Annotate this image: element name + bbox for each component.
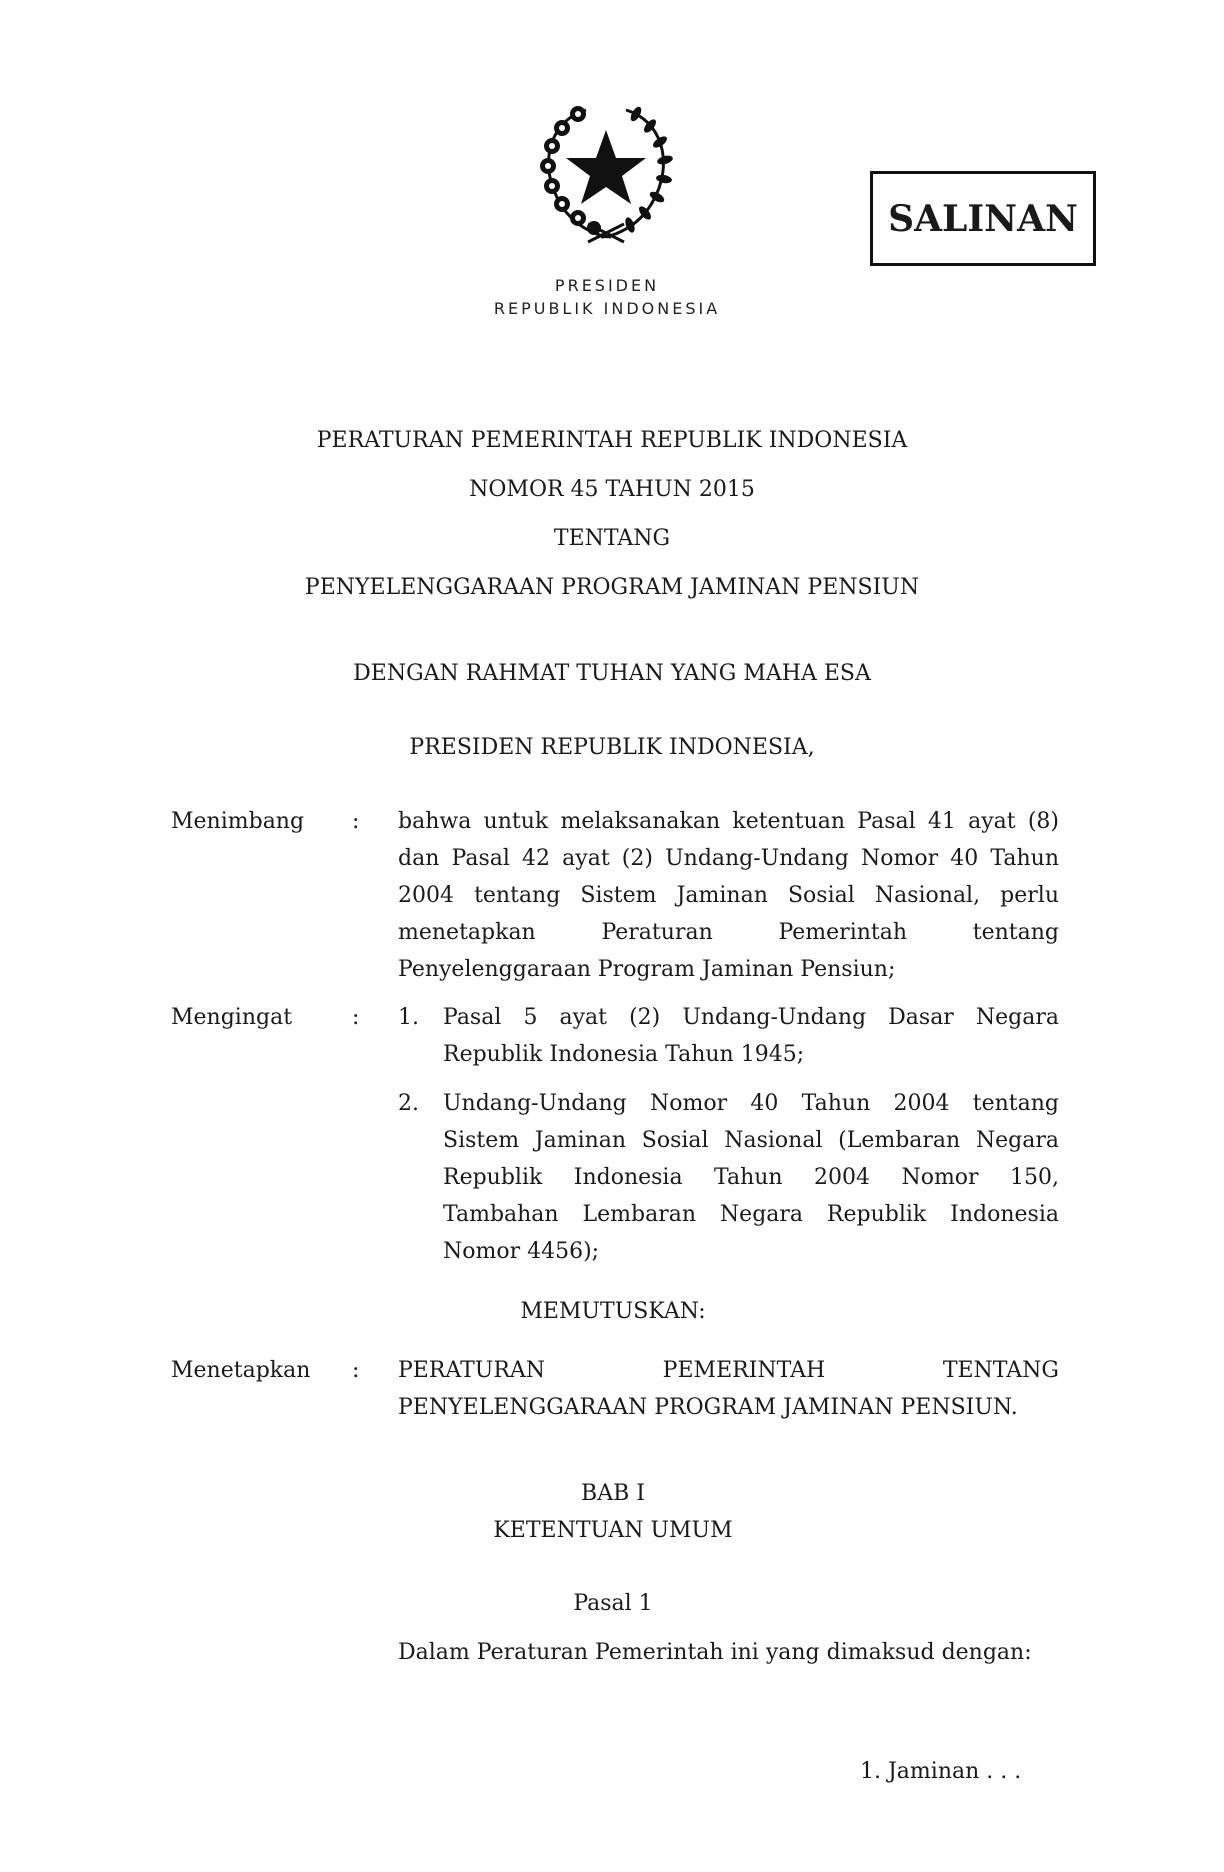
menetapkan-line-1: PERATURAN PEMERINTAH TENTANG [398,1358,1059,1383]
menimbang-text: bahwa untuk melaksanakan ketentuan Pasal 41 ayat (8) dan Pasal 42 ayat (2) Undang-Undang Nomor 40 Tahun 2004 tentang Sistem Jaminan Sosial Nasional, perlu menetapkan Peraturan Pemerintah tentang Penyelenggaraan Program Jaminan Pensiun; [398,809,1059,982]
menetapkan-line-2: PENYELENGGARAAN PROGRAM JAMINAN PENSIUN. [398,1395,1018,1420]
menimbang-label: Menimbang [171,809,305,834]
presiden-emblem-icon [526,92,686,252]
bab-number: BAB I [581,1481,645,1506]
memutuskan-heading: MEMUTUSKAN: [520,1299,706,1324]
pasal-intro: Dalam Peraturan Pemerintah ini yang dimaksud dengan: [398,1640,1032,1665]
title-line-4: PENYELENGGARAAN PROGRAM JAMINAN PENSIUN [304,575,920,600]
menimbang-colon: : [352,809,360,834]
mengingat-label: Mengingat [171,1005,293,1030]
mengingat-item-2-num: 2. [398,1091,419,1116]
mengingat-item-1-text: Pasal 5 ayat (2) Undang-Undang Dasar Negara Republik Indonesia Tahun 1945; [443,1005,1059,1067]
bab-title: KETENTUAN UMUM [493,1518,733,1543]
mengingat-item-1-num: 1. [398,1005,419,1030]
menetapkan-label: Menetapkan [171,1358,311,1383]
menetapkan-colon: : [352,1358,360,1383]
president-heading: PRESIDEN REPUBLIK INDONESIA, [409,735,815,760]
mengingat-colon: : [352,1005,360,1030]
catchword: 1. Jaminan . . . [860,1759,1022,1784]
title-line-1: PERATURAN PEMERINTAH REPUBLIK INDONESIA [316,428,908,453]
emblem-caption-presiden: PRESIDEN [554,276,660,295]
mengingat-item-2-text: Undang-Undang Nomor 40 Tahun 2004 tentang Sistem Jaminan Sosial Nasional (Lembaran Negara Republik Indonesia Tahun 2004 Nomor 150, Tambahan Lembaran Negara Republik Indonesia Nomor 4456); [443,1091,1059,1264]
title-line-3: TENTANG [553,526,671,551]
salinan-stamp: SALINAN [870,171,1096,266]
pasal-title: Pasal 1 [573,1591,653,1616]
emblem-caption-republik: REPUBLIK INDONESIA [493,299,721,318]
title-line-2: NOMOR 45 TAHUN 2015 [469,477,755,502]
invocation: DENGAN RAHMAT TUHAN YANG MAHA ESA [353,661,871,686]
